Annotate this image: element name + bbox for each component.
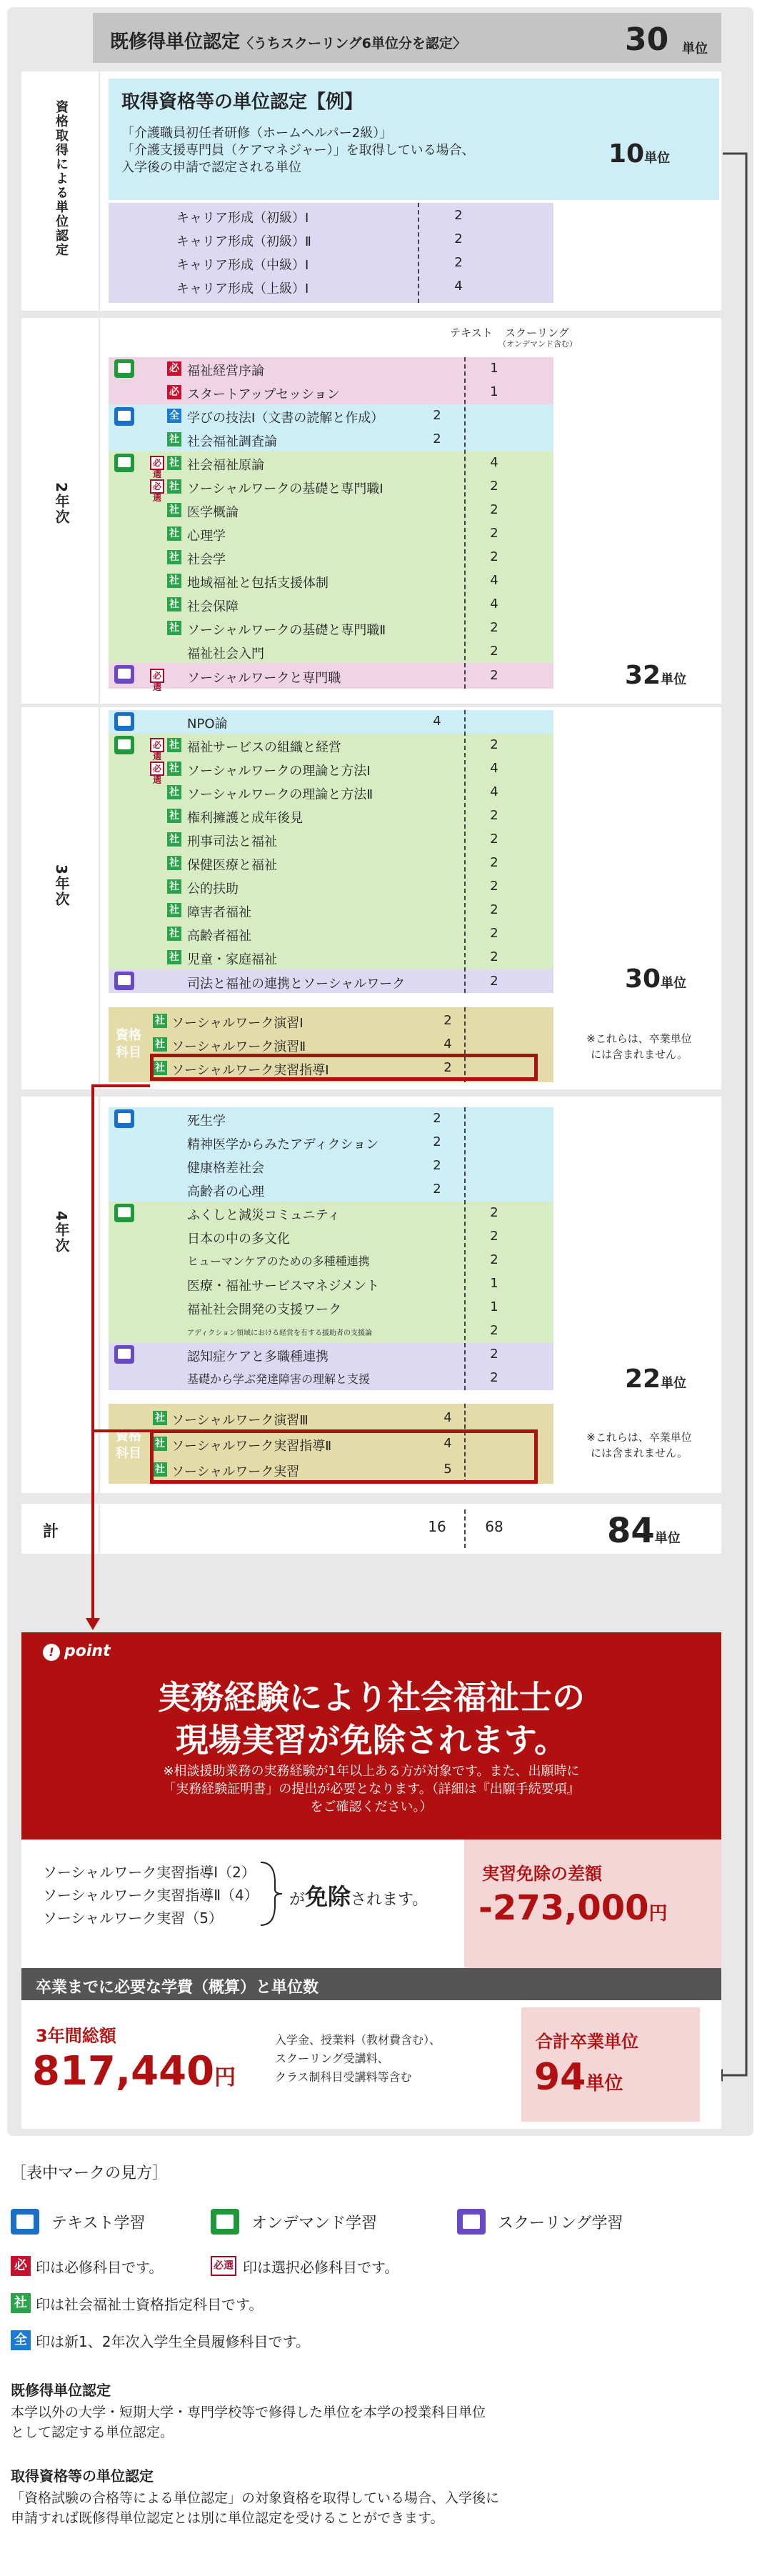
social-welfare-mark: 社 <box>167 503 181 517</box>
social-welfare-mark: 社 <box>153 1462 167 1477</box>
social-welfare-mark: 社 <box>153 1411 167 1425</box>
col-head-school-sub: （オンデマンド含む） <box>498 339 577 349</box>
year2-section: 2年次 テキスト スクーリング （オンデマンド含む） 必 福祉経営序論 1 必 スタートアップセッション 1 全 学びの技法Ⅰ（文書の読解と作成） 2 社 社会福祉調査論 2 必選 社 社会福祉原論 4 必選 社 ソーシャルワークの基礎と専門職Ⅰ 2 社 医学概論 2 社 心理学 2 社 社会学 2 社 地域福祉と包括支援体制 4 社 社会保障 4 社 ソーシャルワークの基礎と専門職Ⅱ 2 福祉社会入門 2 必選 ソーシャルワークと専門職 2 32単位 <box>21 318 721 704</box>
social-welfare-mark: 社 <box>167 903 181 917</box>
practicum-label: 資格科目 <box>116 1429 141 1461</box>
elective-required-mark: 必選 <box>150 738 164 752</box>
red-arrowhead <box>86 1618 100 1630</box>
social-welfare-mark: 社 <box>167 762 181 776</box>
schooling-icon <box>457 2209 486 2235</box>
social-welfare-mark: 社 <box>167 927 181 941</box>
legend-school: スクーリング学習 <box>498 2215 623 2232</box>
practicum-note: ※これらは、卒業単位 には含まれません。 <box>586 1032 692 1061</box>
legend-social: 印は社会福祉士資格指定科目です。 <box>36 2296 264 2313</box>
year2-label: 2年次 <box>53 482 70 525</box>
elective-required-mark: 必選 <box>150 456 164 470</box>
red-connector <box>93 1086 150 1622</box>
year4-practicum: 資格科目 社 ソーシャルワーク演習Ⅲ 4 社 ソーシャルワーク実習指導Ⅱ 4 社 ソーシャルワーク実習 5 <box>109 1404 553 1484</box>
qualification-units: 10単位 <box>608 139 671 169</box>
year4-label: 4年次 <box>53 1211 70 1254</box>
def2-heading: 取得資格等の単位認定 <box>11 2467 154 2485</box>
year4-section: 4年次 死生学 2 精神医学からみたアディクション 2 健康格差社会 2 高齢者の心理 2 ふくしと減災コミュニティ 2 日本の中の多文化 2 ヒューマンケアのための多種種連携 2 医療・福祉サービスマネジメント 1 福祉社会開発の支援ワーク 1 アディクション領域における経営を有する援助者の支援論 2 認知症ケアと多職種連携 2 基礎から学ぶ発達障害の理解と支援 2 22単位 資格科目 社 ソーシャルワーク演習Ⅲ 4 社 ソーシャルワーク実習指導Ⅱ 4 社 ソーシャルワーク実習 5 ※これらは、卒業単位 には含まれません。 <box>21 1097 721 1493</box>
legend-text: テキスト学習 <box>51 2215 146 2232</box>
social-welfare-mark: 社 <box>167 597 181 611</box>
elective-required-mark: 必選 <box>150 669 164 683</box>
year3-units: 30単位 <box>625 964 687 994</box>
def2-text-2: 申請すれば既修得単位認定とは別に単位認定を受けることができます。 <box>11 2510 444 2526</box>
fees-title: 卒業までに必要な学費（概算）と単位数 <box>21 1968 721 2000</box>
exemption-box <box>21 1839 721 1968</box>
total-units: 84単位 <box>607 1511 681 1551</box>
qualification-line1: 「介護職員初任者研修（ホームヘルパー2級）」 <box>121 126 393 141</box>
legend-all: 印は新1、2年次入学生全員履修科目です。 <box>36 2333 310 2350</box>
point-note-2: 「実務経験証明書」の提出が必要となります。（詳細は『出願手続要項』 <box>163 1782 580 1797</box>
social-welfare-mark: 社 <box>167 574 181 588</box>
text-book-icon <box>11 2209 39 2235</box>
elective-required-mark: 必選 <box>211 2256 236 2276</box>
social-welfare-mark: 社 <box>11 2293 31 2313</box>
year2-units: 32単位 <box>625 661 687 690</box>
social-welfare-mark: 社 <box>167 832 181 847</box>
all-students-mark: 全 <box>167 409 181 423</box>
social-welfare-mark: 社 <box>153 1061 167 1075</box>
social-welfare-mark: 社 <box>167 621 181 635</box>
exempt-line-2: ソーシャルワーク実習指導Ⅱ（4） <box>43 1887 259 1904</box>
point-note-1: ※相談援助業務の実務経験が1年以上ある方が対象です。また、出願時に <box>163 1764 580 1779</box>
practicum-note: ※これらは、卒業単位 には含まれません。 <box>586 1431 692 1459</box>
total-text: 16 <box>428 1518 446 1535</box>
fees-total-label: 3年間総額 <box>36 2026 116 2046</box>
fees-detail: 入学金、授業料（教材費含む）、 スクーリング受講料、 クラス制科目受講料等含む <box>275 2033 441 2084</box>
total-connector <box>723 154 746 2075</box>
col-head-school: スクーリング <box>505 326 569 339</box>
qualification-line2: 「介護支援専門員（ケアマネジャー）」を取得している場合、 <box>121 143 475 158</box>
social-welfare-mark: 社 <box>167 856 181 870</box>
social-welfare-mark: 社 <box>167 809 181 823</box>
legend-elective: 印は選択必修科目です。 <box>243 2259 399 2276</box>
fees-total-value: 817,440円 <box>32 2048 236 2095</box>
diff-box <box>464 1839 721 1968</box>
year3-section: 3年次 NPO論 4 必選 社 福祉サービスの組織と経営 2 必選 社 ソーシャルワークの理論と方法Ⅰ 4 社 ソーシャルワークの理論と方法Ⅱ 4 社 権利擁護と成年後見 2 社 刑事司法と福祉 2 社 保健医療と福祉 2 社 公的扶助 2 社 障害者福祉 2 社 高齢者福祉 2 社 児童・家庭福祉 2 司法と福祉の連携とソーシャルワーク 2 30単位 資格科目 社 ソーシャルワーク演習Ⅰ 2 社 ソーシャルワーク演習Ⅱ 4 社 ソーシャルワーク実習指導Ⅰ 2 ※これらは、卒業単位 には含まれません。 <box>21 707 721 1089</box>
def2-text-1: 「資格試験の合格等による単位認定」の対象資格を取得している場合、入学後に <box>11 2490 500 2506</box>
year4-units: 22単位 <box>625 1364 687 1394</box>
exempt-line-3: ソーシャルワーク実習（5） <box>43 1909 223 1927</box>
grad-label: 合計卒業単位 <box>536 2032 638 2052</box>
qualification-section: 資格取得による単位認定 取得資格等の単位認定【例】 「介護職員初任者研修（ホームヘルパー2級）」 「介護支援専門員（ケアマネジャー）」を取得している場合、 入学後の申請で認定される単位 10単位 キャリア形成（初級）Ⅰ 2 キャリア形成（初級）Ⅱ 2 キャリア形成（中級）Ⅰ 2 キャリア形成（上級）Ⅰ 4 <box>21 71 721 311</box>
def1-heading: 既修得単位認定 <box>11 2382 111 2399</box>
social-welfare-mark: 社 <box>153 1037 167 1052</box>
grad-value: 94単位 <box>534 2056 623 2099</box>
total-label: 計 <box>43 1523 59 1541</box>
qualification-title: 取得資格等の単位認定【例】 <box>121 91 364 113</box>
prior-credit-num: 30 <box>625 21 669 58</box>
social-welfare-mark: 社 <box>167 950 181 964</box>
point-note-3: をご確認ください。） <box>310 1799 433 1814</box>
point-headline-1: 実務経験により社会福祉士の <box>158 1678 585 1717</box>
point-headline-2: 現場実習が免除されます。 <box>175 1721 568 1759</box>
prior-credit-unit: 単位 <box>682 41 708 56</box>
point-box <box>21 1632 721 1839</box>
required-mark: 必 <box>167 385 181 399</box>
year3-practicum: 資格科目 社 ソーシャルワーク演習Ⅰ 2 社 ソーシャルワーク演習Ⅱ 4 社 ソーシャルワーク実習指導Ⅰ 2 <box>109 1007 553 1082</box>
exempt-line-1: ソーシャルワーク実習指導Ⅰ（2） <box>43 1864 256 1881</box>
year3-label: 3年次 <box>53 864 70 907</box>
social-welfare-mark: 社 <box>167 456 181 470</box>
qualification-line3: 入学後の申請で認定される単位 <box>121 160 301 175</box>
legend-title: ［表中マークの見方］ <box>11 2165 169 2182</box>
social-welfare-mark: 社 <box>153 1437 167 1451</box>
practicum-label: 資格科目 <box>116 1028 141 1060</box>
elective-required-mark: 必選 <box>150 762 164 776</box>
ondemand-icon <box>211 2209 239 2235</box>
diff-value: -273,000円 <box>478 1888 668 1928</box>
def1-text-2: として認定する単位認定。 <box>11 2425 174 2440</box>
legend-required: 印は必修科目です。 <box>36 2259 164 2276</box>
social-welfare-mark: 社 <box>167 526 181 541</box>
legend-ondemand: オンデマンド学習 <box>251 2215 378 2232</box>
prior-credit-title: 既修得単位認定〈うちスクーリング6単位分を認定〉 <box>110 31 466 53</box>
col-head-text: テキスト <box>450 326 493 339</box>
required-mark: 必 <box>167 361 181 376</box>
social-welfare-mark: 社 <box>153 1014 167 1028</box>
social-welfare-mark: 社 <box>167 479 181 494</box>
social-welfare-mark: 社 <box>167 738 181 752</box>
grad-units-box <box>521 2007 700 2122</box>
all-students-mark: 全 <box>11 2330 31 2350</box>
exempt-phrase: が免除されます。 <box>289 1883 428 1910</box>
social-welfare-mark: 社 <box>167 550 181 564</box>
def1-text-1: 本学以外の大学・短期大学・専門学校等で修得した単位を本学の授業科目単位 <box>11 2405 486 2420</box>
fees-box <box>21 1968 721 2129</box>
total-school: 68 <box>485 1518 503 1535</box>
brace-icon <box>257 1861 286 1927</box>
social-welfare-mark: 社 <box>167 432 181 446</box>
qualification-label: 資格取得による単位認定 <box>54 100 69 257</box>
elective-required-mark: 必選 <box>150 479 164 494</box>
required-mark: 必 <box>11 2256 31 2276</box>
social-welfare-mark: 社 <box>167 785 181 799</box>
point-tag: ! point <box>43 1642 111 1661</box>
social-welfare-mark: 社 <box>167 879 181 894</box>
diff-label: 実習免除の差額 <box>482 1864 602 1884</box>
